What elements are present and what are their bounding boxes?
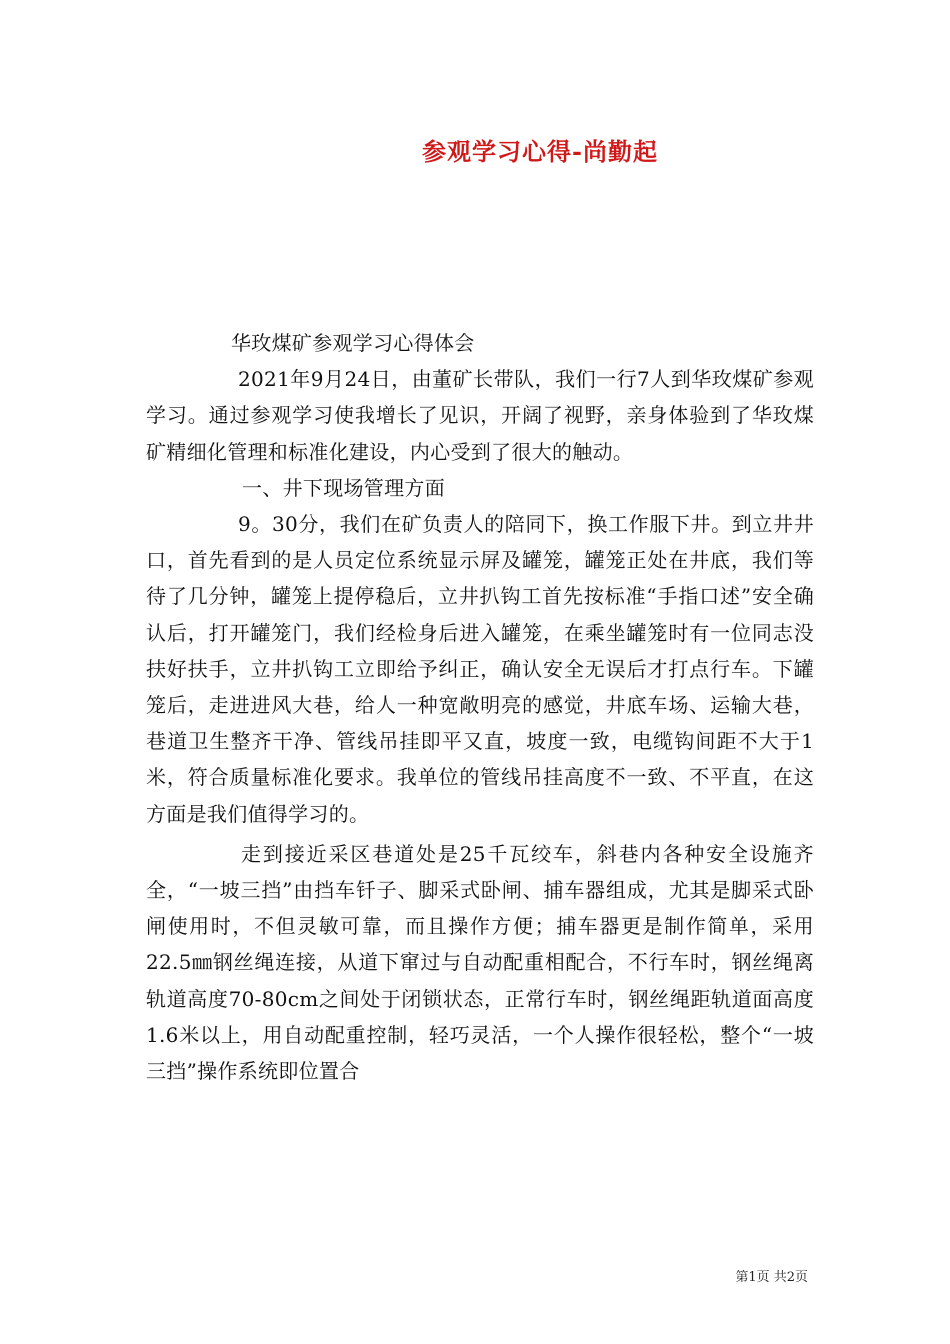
paragraph-intro: 2021年9月24日，由董矿长带队，我们一行7人到华玫煤矿参观学习。通过参观学习使我增长了见识，开阔了视野，亲身体验到了华玫煤矿精细化管理和标准化建设，内心受到了很大的触动。 — [146, 367, 814, 464]
paragraph-underground: 9。30分，我们在矿负责人的陪同下，换工作服下井。到立井井口，首先看到的是人员定位系统显示屏及罐笼，罐笼正处在井底，我们等待了几分钟，罐笼上提停稳后，立井扒钩工首先按标准“手指口述”安全确认后，打开罐笼门，我们经检身后进入罐笼，在乘坐罐笼时有一位同志没扶好扶手，立井扒钩工立即给予纠正，确认安全无误后才打点行车。下罐笼后，走进进风大巷，给人一种宽敞明亮的感觉，井底车场、运输大巷，巷道卫生整齐干净、管线吊挂即平又直，坡度一致，电缆钩间距不大于1米，符合质量标准化要求。我单位的管线吊挂高度不一致、不平直，在这方面是我们值得学习的。 — [146, 512, 814, 826]
document-title: 参观学习心得-尚勤起 — [422, 137, 658, 166]
section-heading: 一、井下现场管理方面 — [242, 475, 445, 500]
document-subtitle: 华玫煤矿参观学习心得体会 — [231, 331, 475, 355]
paragraph-incline: 走到接近采区巷道处是25千瓦绞车，斜巷内各种安全设施齐全，“一坡三挡”由挡车钎子、脚采式卧闸、捕车器组成，尤其是脚采式卧闸使用时，不但灵敏可靠，而且操作方便；捕车器更是制作简单，采用22.5㎜钢丝绳连接，从道下窜过与自动配重相配合，不行车时，钢丝绳离轨道高度70-80cm之间处于闭锁状态，正常行车时，钢丝绳距轨道面高度1.6米以上，用自动配重控制，轻巧灵活，一个人操作很轻松，整个“一坡三挡”操作系统即位置合 — [146, 841, 814, 1084]
document-body — [146, 325, 814, 1089]
page-number-footer: 第1页 共2页 — [735, 1270, 808, 1285]
